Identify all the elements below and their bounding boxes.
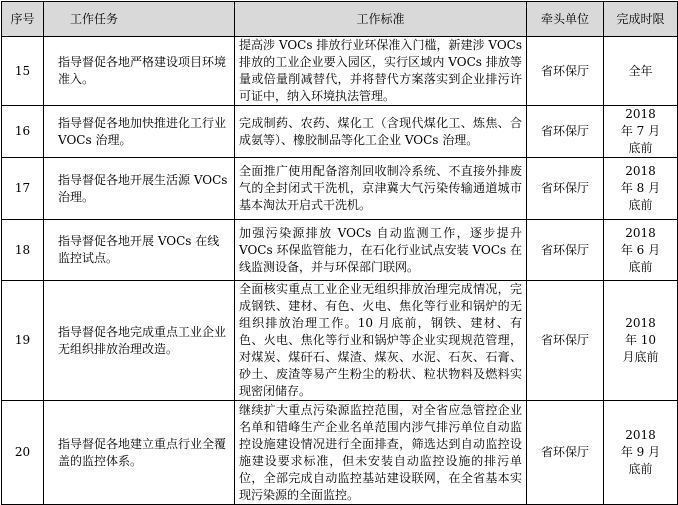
row-deadline: 2018 年 8 月底前: [604, 158, 678, 220]
row-deadline: 全年: [604, 37, 678, 106]
row-unit: 省环保厅: [527, 401, 604, 505]
row-standard: 全面推广使用配备溶剂回收制冷系统、不直接外排废气的全封闭式干洗机，京津冀大气污染传输通道城市基本淘汰开启式干洗机。: [235, 158, 527, 220]
header-deadline: 完成时限: [604, 2, 678, 37]
row-deadline: 2018 年 9 月底前: [604, 401, 678, 505]
row-task: 指导督促各地严格建设项目环境准入。: [44, 37, 235, 106]
row-task: 指导督促各地加快推进化工行业 VOCs 治理。: [44, 106, 235, 158]
row-task: 指导督促各地建立重点行业全覆盖的监控体系。: [44, 401, 235, 505]
row-no: 19: [2, 281, 44, 401]
table-row: [2, 220, 678, 281]
header-standard: 工作标准: [235, 2, 527, 37]
row-no: 17: [2, 158, 44, 220]
table-row: [2, 37, 678, 106]
row-task: 指导督促各地开展 VOCs 在线监控试点。: [44, 220, 235, 281]
table-row: [2, 106, 678, 158]
row-no: 16: [2, 106, 44, 158]
table-row: [2, 158, 678, 220]
header-task: 工作任务: [44, 2, 235, 37]
row-standard: 完成制药、农药、煤化工（含现代煤化工、炼焦、合成氨等）、橡胶制品等化工企业 VOCs 治理。: [235, 106, 527, 158]
row-deadline: 2018 年 7 月底前: [604, 106, 678, 158]
header-unit: 牵头单位: [527, 2, 604, 37]
row-unit: 省环保厅: [527, 220, 604, 281]
row-unit: 省环保厅: [527, 281, 604, 401]
row-no: 20: [2, 401, 44, 505]
row-unit: 省环保厅: [527, 106, 604, 158]
table-row: [2, 281, 678, 401]
row-task: 指导督促各地开展生活源 VOCs 治理。: [44, 158, 235, 220]
row-unit: 省环保厅: [527, 158, 604, 220]
row-no: 15: [2, 37, 44, 106]
row-standard: 提高涉 VOCs 排放行业环保准入门槛，新建涉 VOCs 排放的工业企业要入园区，实行区域内 VOCs 排放等量或倍量削减替代，并将替代方案落实到企业排污许可证中，纳入环境执法管理。: [235, 37, 527, 106]
header-no: 序号: [2, 2, 44, 37]
header-row: [2, 2, 678, 37]
task-table: [1, 1, 678, 505]
row-task: 指导督促各地完成重点工业企业无组织排放治理改造。: [44, 281, 235, 401]
row-no: 18: [2, 220, 44, 281]
row-standard: 继续扩大重点污染源监控范围，对全省应急管控企业名单和错峰生产企业名单范围内涉气排污单位自动监控设施建设情况进行全面排查，筛选达到自动监控设施建设要求标准，但未安装自动监控设施的排污单位，全部完成自动监控基站建设联网，在全省基本实现污染源的全面监控。: [235, 401, 527, 505]
table-row: [2, 401, 678, 505]
row-unit: 省环保厅: [527, 37, 604, 106]
row-deadline: 2018 年 10 月底前: [604, 281, 678, 401]
row-standard: 全面核实重点工业企业无组织排放治理完成情况，完成钢铁、建材、有色、火电、焦化等行业和锅炉的无组织排放治理工作。10 月底前，钢铁、建材、有色、火电、焦化等行业和锅炉等企业实现规范管理，对煤炭、煤矸石、煤渣、煤灰、水泥、石灰、石膏、砂土、废渣等易产生粉尘的粉状、粒状物料及燃料实现密闭储存。: [235, 281, 527, 401]
row-standard: 加强污染源排放 VOCs 自动监测工作，逐步提升 VOCs 环保监管能力，在石化行业试点安装 VOCs 在线监测设备，并与环保部门联网。: [235, 220, 527, 281]
row-deadline: 2018 年 6 月底前: [604, 220, 678, 281]
